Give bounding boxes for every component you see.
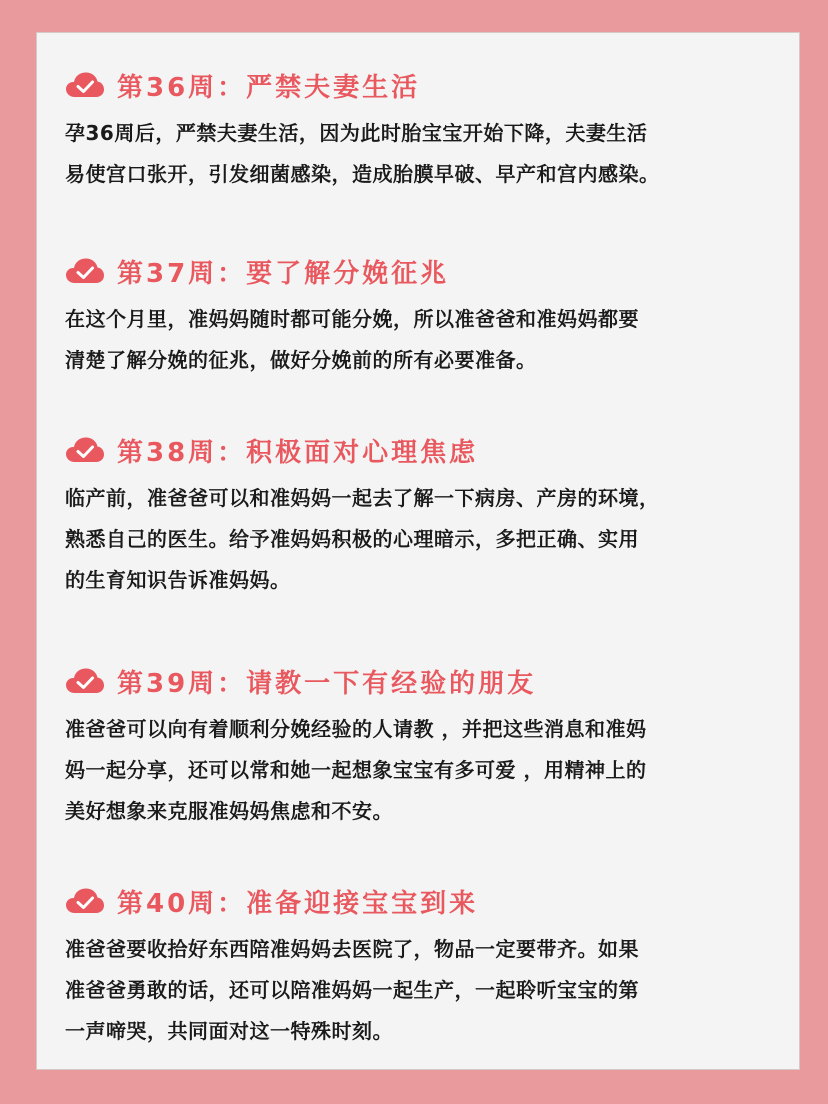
body-line: 孕36周后，严禁夫妻生活，因为此时胎宝宝开始下降，夫妻生活 — [65, 121, 648, 145]
section-title: 第40周：准备迎接宝宝到来 — [117, 888, 479, 919]
body-line: 熟悉自己的医生。给予准妈妈积极的心理暗示，多把正确、实用 — [65, 527, 639, 551]
cloud-check-icon — [65, 887, 105, 915]
section-title: 第37周：要了解分娩征兆 — [117, 258, 450, 289]
section-heading — [65, 65, 795, 105]
cloud-check-icon — [65, 71, 105, 99]
section-body — [65, 478, 795, 601]
body-line: 美好想象来克服准妈妈焦虑和不安。 — [65, 799, 393, 823]
body-line: 易使宫口张开，引发细菌感染，造成胎膜早破、早产和宫内感染。 — [65, 162, 660, 186]
body-line: 准爸爸要收拾好东西陪准妈妈去医院了，物品一定要带齐。如果 — [65, 937, 639, 961]
section-heading — [65, 661, 795, 701]
body-line: 在这个月里，准妈妈随时都可能分娩，所以准爸爸和准妈妈都要 — [65, 307, 639, 331]
body-line: 的生育知识告诉准妈妈。 — [65, 568, 291, 592]
body-line: 准爸爸可以向有着顺利分娩经验的人请教 ，并把这些消息和准妈 — [65, 717, 647, 741]
section-heading — [65, 881, 795, 921]
week-40-section — [65, 881, 795, 1052]
content-card — [36, 32, 800, 1070]
section-title: 第36周：严禁夫妻生活 — [117, 72, 421, 103]
cloud-check-icon — [65, 257, 105, 285]
cloud-check-icon — [65, 667, 105, 695]
section-body — [65, 929, 795, 1052]
section-heading — [65, 251, 795, 291]
body-line: 清楚了解分娩的征兆，做好分娩前的所有必要准备。 — [65, 348, 537, 372]
body-line: 准爸爸勇敢的话，还可以陪准妈妈一起生产，一起聆听宝宝的第 — [65, 978, 639, 1002]
week-39-section — [65, 661, 795, 832]
body-line: 一声啼哭，共同面对这一特殊时刻。 — [65, 1019, 393, 1043]
cloud-check-icon — [65, 436, 105, 464]
section-title: 第39周：请教一下有经验的朋友 — [117, 668, 537, 699]
body-line: 临产前，准爸爸可以和准妈妈一起去了解一下病房、产房的环境， — [65, 486, 660, 510]
section-body — [65, 113, 795, 195]
body-line: 妈一起分享，还可以常和她一起想象宝宝有多可爱 ，用精神上的 — [65, 758, 647, 782]
section-heading — [65, 430, 795, 470]
week-38-section — [65, 430, 795, 601]
week-37-section — [65, 251, 795, 381]
section-title: 第38周：积极面对心理焦虑 — [117, 437, 479, 468]
week-36-section — [65, 65, 795, 195]
section-body — [65, 709, 795, 832]
section-body — [65, 299, 795, 381]
